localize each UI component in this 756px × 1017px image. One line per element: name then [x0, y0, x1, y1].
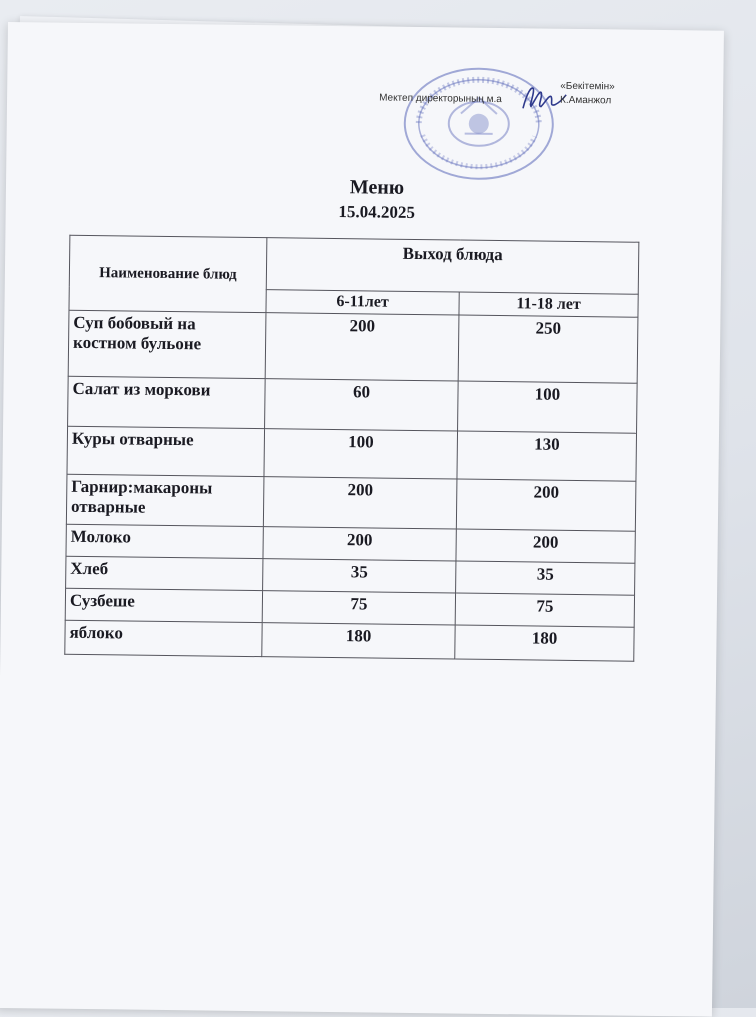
- yield-6-11: 180: [262, 623, 455, 659]
- table-row: [68, 376, 638, 433]
- approved-label: «Бекітемін»: [560, 80, 615, 93]
- yield-11-18: 200: [456, 479, 636, 531]
- school-stamp-seal: [398, 63, 559, 185]
- document-date: 15.04.2025: [338, 202, 416, 222]
- yield-6-11: 200: [263, 527, 456, 561]
- yield-11-18: 75: [455, 593, 634, 627]
- header-dish-name: Наименование блюд: [69, 235, 267, 312]
- header-age-11-18: 11-18 лет: [459, 292, 638, 317]
- dish-name: Сузбеше: [65, 588, 262, 622]
- dish-name: Хлеб: [66, 556, 263, 590]
- header-age-6-11: 6-11лет: [266, 289, 459, 315]
- director-title: Мектеп директорының м.а: [379, 92, 502, 106]
- document-title: Меню: [349, 176, 405, 199]
- yield-11-18: 35: [456, 561, 635, 595]
- dish-name: Салат из моркови: [68, 376, 266, 428]
- menu-table: [64, 235, 639, 662]
- yield-11-18: 100: [458, 381, 638, 433]
- dish-name: Куры отварные: [67, 426, 265, 476]
- yield-11-18: 250: [458, 315, 638, 383]
- header-yield: Выход блюда: [266, 238, 639, 294]
- table-row: [67, 426, 637, 481]
- dish-name: Молоко: [66, 524, 263, 558]
- dish-name: Гарнир:макароны отварные: [66, 474, 264, 526]
- yield-11-18: 200: [456, 529, 635, 563]
- yield-6-11: 35: [263, 559, 456, 593]
- table-row: [68, 310, 638, 383]
- yield-11-18: 180: [455, 625, 634, 661]
- table-row: [65, 620, 634, 661]
- yield-6-11: 75: [262, 591, 455, 625]
- table-row: [66, 474, 636, 531]
- yield-6-11: 200: [263, 477, 457, 529]
- yield-6-11: 100: [264, 429, 458, 479]
- director-name: К.Аманжол: [560, 94, 612, 107]
- yield-11-18: 130: [457, 431, 637, 481]
- yield-6-11: 60: [265, 379, 459, 431]
- table-header-row: [69, 235, 639, 294]
- dish-name: Суп бобовый на костном бульоне: [68, 310, 266, 378]
- dish-name: яблоко: [65, 620, 262, 656]
- menu-document: [0, 22, 724, 1017]
- yield-6-11: 200: [265, 313, 459, 381]
